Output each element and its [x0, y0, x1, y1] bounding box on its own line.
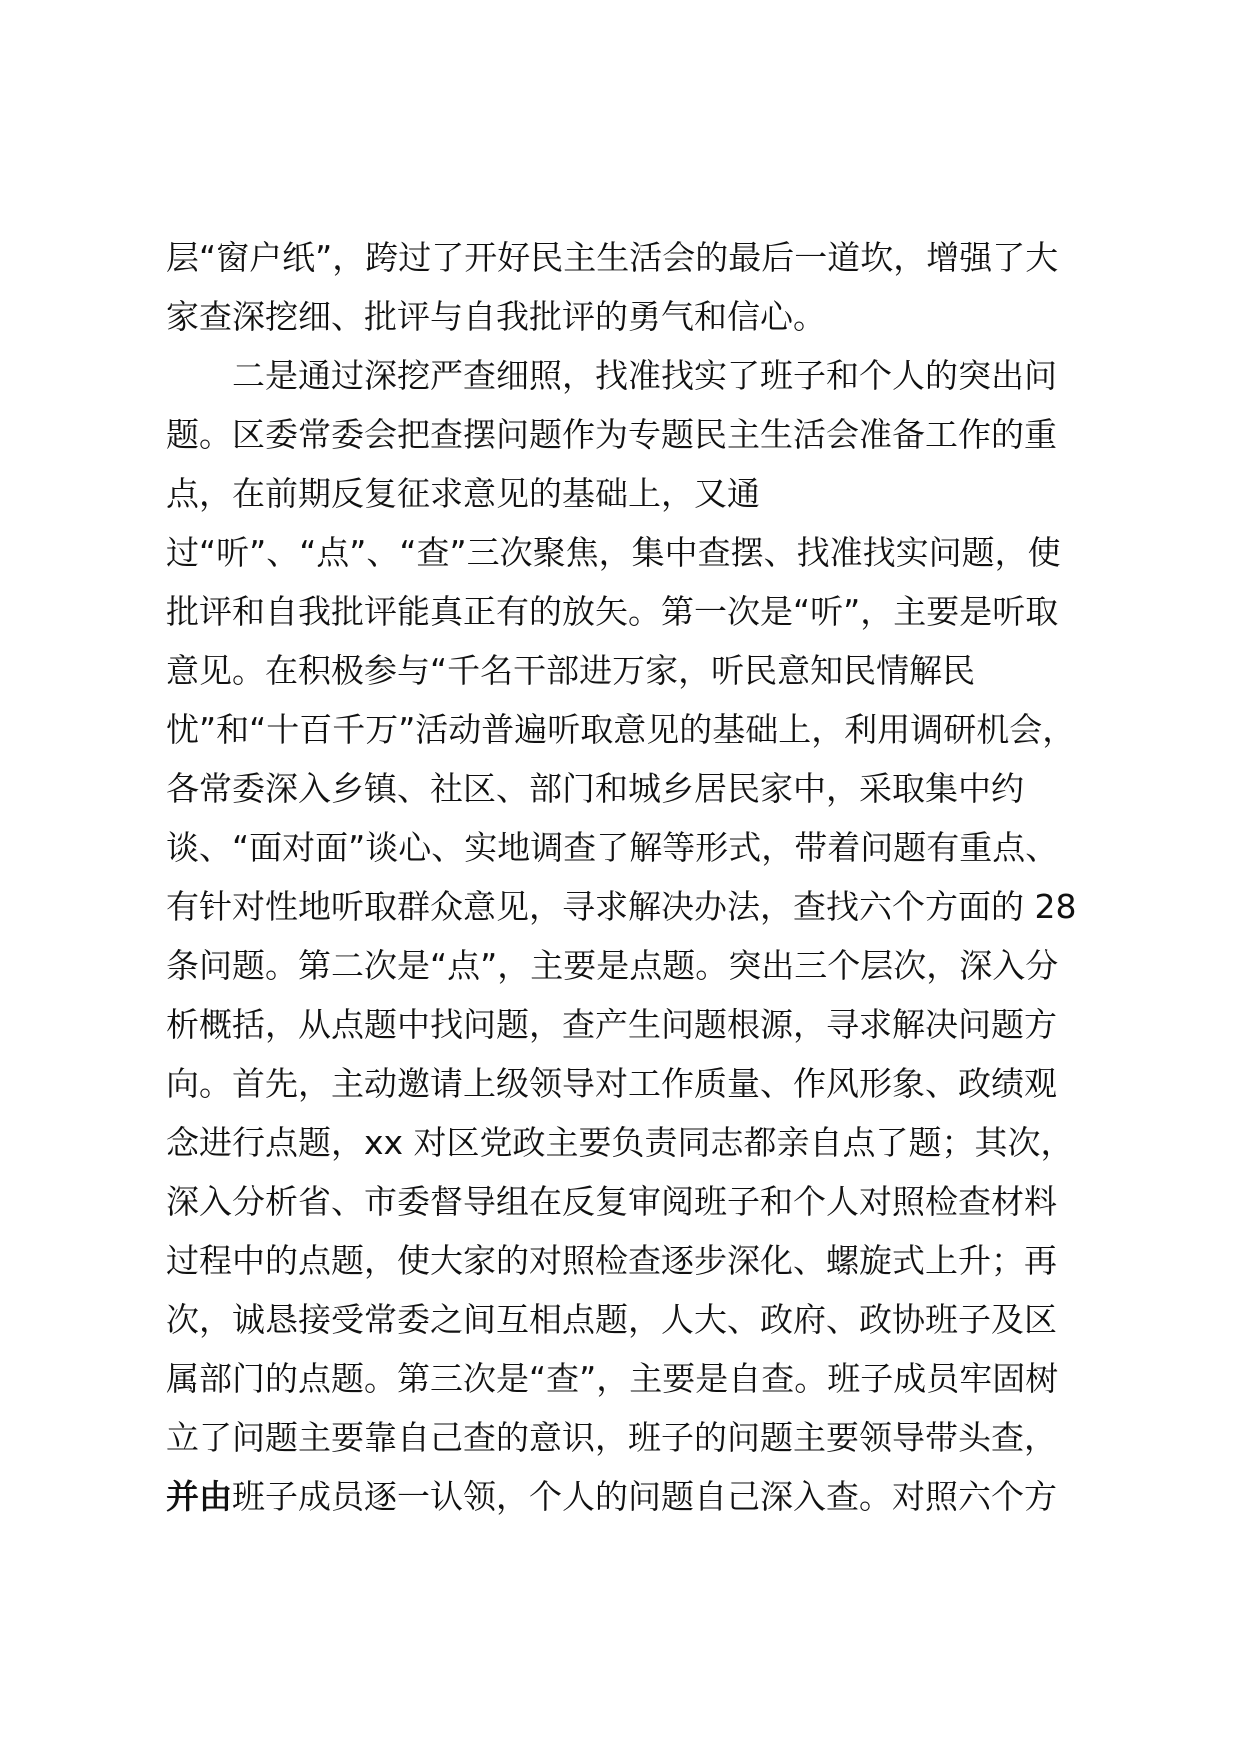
text-line: 立了问题主要靠自己查的意识，班子的问题主要领导带头查， — [166, 1418, 1057, 1457]
text-line: 析概括，从点题中找问题，查产生问题根源，寻求解决问题方 — [166, 1005, 1057, 1044]
text-line: 忧”和“十百千万”活动普遍听取意见的基础上，利用调研机会， — [166, 710, 1076, 749]
text-line: 过程中的点题，使大家的对照检查逐步深化、螺旋式上升；再 — [166, 1241, 1057, 1280]
text-line: 属部门的点题。第三次是“查”，主要是自查。班子成员牢固树 — [166, 1359, 1059, 1398]
text-segment: 班子成员逐一认领，个人的问题自己深入查。对照六个方 — [232, 1477, 1057, 1516]
bold-text: 并由 — [166, 1477, 232, 1516]
text-line: 意见。在积极参与“千名干部进万家，听民意知民情解民 — [166, 651, 976, 690]
text-line: 过“听”、“点”、“查”三次聚焦，集中查摆、找准找实问题，使 — [166, 533, 1061, 572]
text-line: 向。首先，主动邀请上级领导对工作质量、作风形象、政绩观 — [166, 1064, 1057, 1103]
text-line: 家查深挖细、批评与自我批评的勇气和信心。 — [166, 297, 826, 336]
text-line: 层“窗户纸”，跨过了开好民主生活会的最后一道坎，增强了大 — [166, 238, 1059, 277]
text-line: 点，在前期反复征求意见的基础上，又通 — [166, 474, 760, 513]
text-line: 条问题。第二次是“点”，主要是点题。突出三个层次，深入分 — [166, 946, 1059, 985]
text-line: 批评和自我批评能真正有的放矢。第一次是“听”，主要是听取 — [166, 592, 1059, 631]
text-line: 有针对性地听取群众意见，寻求解决办法，查找六个方面的 28 — [166, 887, 1077, 926]
text-line: 次，诚恳接受常委之间互相点题，人大、政府、政协班子及区 — [166, 1300, 1057, 1339]
body-text — [166, 228, 1086, 1526]
text-line: 念进行点题，xx 对区党政主要负责同志都亲自点了题；其次， — [166, 1123, 1074, 1162]
text-line-last — [166, 1467, 1086, 1526]
text-line: 各常委深入乡镇、社区、部门和城乡居民家中，采取集中约 — [166, 769, 1024, 808]
text-line: 谈、“面对面”谈心、实地调查了解等形式，带着问题有重点、 — [166, 828, 1059, 867]
text-line: 题。区委常委会把查摆问题作为专题民主生活会准备工作的重 — [166, 415, 1057, 454]
paragraph-start-line: 二是通过深挖严查细照，找准找实了班子和个人的突出问 — [232, 356, 1057, 395]
text-line: 深入分析省、市委督导组在反复审阅班子和个人对照检查材料 — [166, 1182, 1057, 1221]
